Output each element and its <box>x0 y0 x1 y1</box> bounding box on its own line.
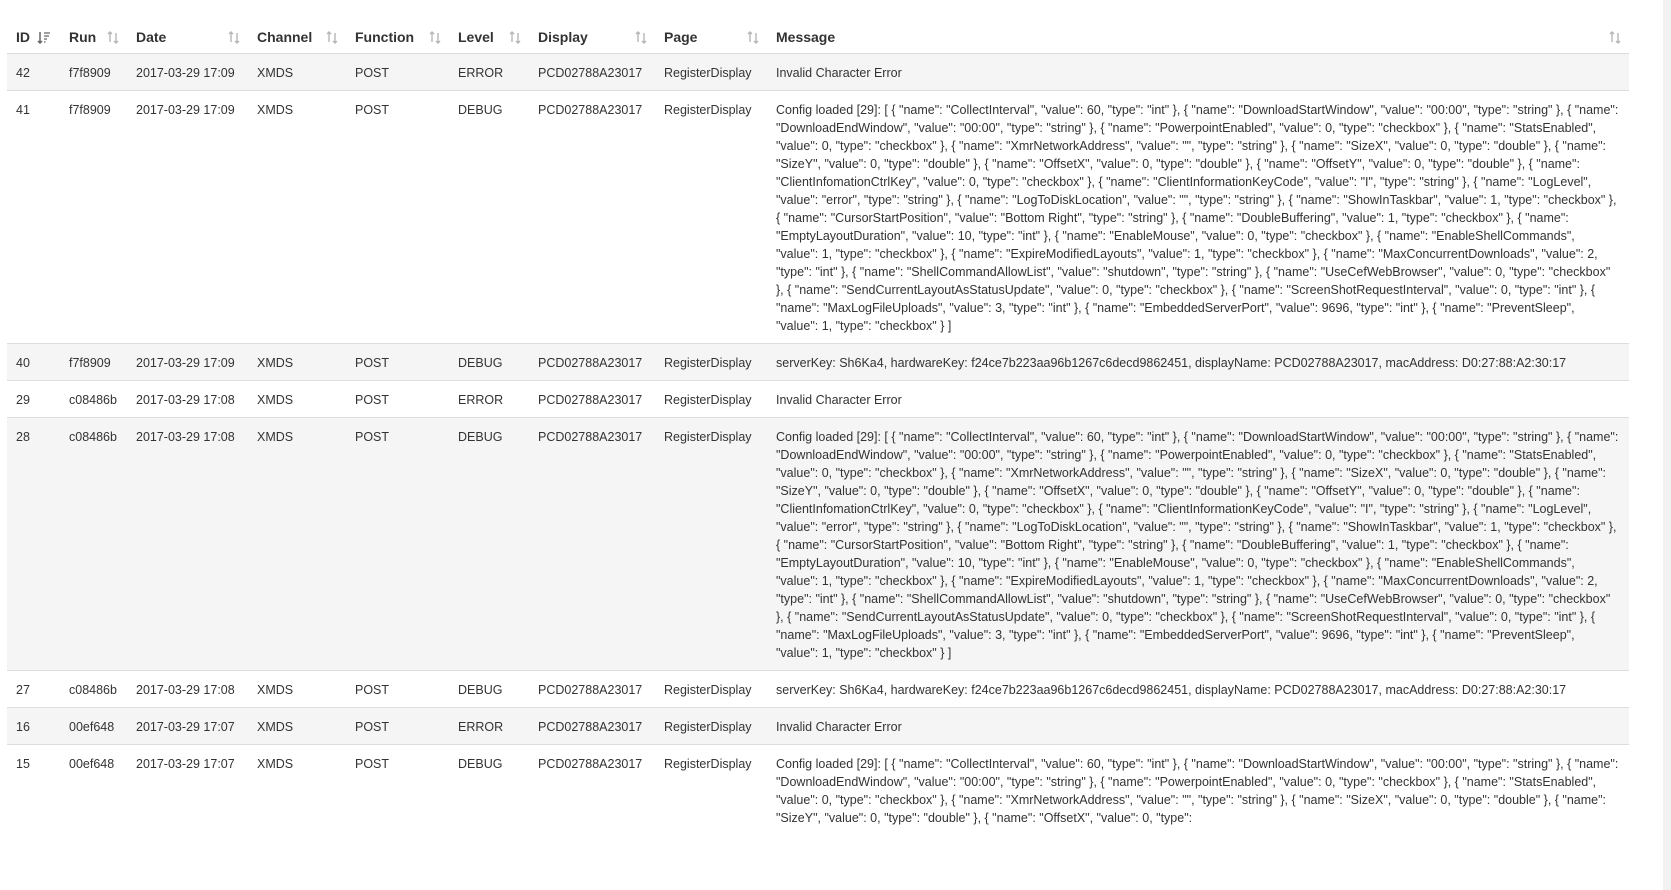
table-row[interactable] <box>7 745 1629 836</box>
column-header-label: Message <box>776 29 836 45</box>
table-row[interactable] <box>7 381 1629 418</box>
cell-run: c08486b <box>60 381 127 418</box>
cell-date: 2017-03-29 17:08 <box>127 418 248 671</box>
cell-page: RegisterDisplay <box>655 381 767 418</box>
cell-function: POST <box>346 708 449 745</box>
cell-level: DEBUG <box>449 671 529 708</box>
cell-page: RegisterDisplay <box>655 671 767 708</box>
table-row[interactable] <box>7 91 1629 344</box>
cell-run: 00ef648 <box>60 708 127 745</box>
cell-date: 2017-03-29 17:09 <box>127 54 248 91</box>
cell-channel: XMDS <box>248 708 346 745</box>
cell-date: 2017-03-29 17:08 <box>127 381 248 418</box>
table-row[interactable] <box>7 344 1629 381</box>
cell-run: f7f8909 <box>60 54 127 91</box>
cell-level: DEBUG <box>449 344 529 381</box>
cell-display: PCD02788A23017 <box>529 745 655 836</box>
column-header-label: Page <box>664 29 698 45</box>
cell-id: 42 <box>7 54 60 91</box>
cell-message: Invalid Character Error <box>767 54 1629 91</box>
cell-run: 00ef648 <box>60 745 127 836</box>
cell-id: 15 <box>7 745 60 836</box>
cell-run: c08486b <box>60 418 127 671</box>
cell-function: POST <box>346 418 449 671</box>
column-header-label: Run <box>69 29 97 45</box>
cell-page: RegisterDisplay <box>655 91 767 344</box>
sort-both-icon[interactable] <box>635 30 649 44</box>
cell-date: 2017-03-29 17:07 <box>127 708 248 745</box>
cell-page: RegisterDisplay <box>655 708 767 745</box>
cell-display: PCD02788A23017 <box>529 708 655 745</box>
cell-id: 41 <box>7 91 60 344</box>
cell-display: PCD02788A23017 <box>529 54 655 91</box>
cell-function: POST <box>346 671 449 708</box>
column-header-level[interactable] <box>449 20 529 54</box>
cell-page: RegisterDisplay <box>655 418 767 671</box>
cell-level: ERROR <box>449 708 529 745</box>
column-header-label: Function <box>355 29 415 45</box>
cell-id: 40 <box>7 344 60 381</box>
column-header-channel[interactable] <box>248 20 346 54</box>
sort-both-icon[interactable] <box>326 30 340 44</box>
cell-run: f7f8909 <box>60 344 127 381</box>
cell-page: RegisterDisplay <box>655 344 767 381</box>
table-row[interactable] <box>7 418 1629 671</box>
log-table <box>7 20 1629 835</box>
column-header-page[interactable] <box>655 20 767 54</box>
sort-both-icon[interactable] <box>747 30 761 44</box>
column-header-display[interactable] <box>529 20 655 54</box>
table-row[interactable] <box>7 708 1629 745</box>
cell-id: 28 <box>7 418 60 671</box>
cell-channel: XMDS <box>248 418 346 671</box>
cell-display: PCD02788A23017 <box>529 671 655 708</box>
column-header-label: Level <box>458 29 494 45</box>
cell-function: POST <box>346 54 449 91</box>
column-header-function[interactable] <box>346 20 449 54</box>
sort-both-icon[interactable] <box>429 30 443 44</box>
cell-date: 2017-03-29 17:08 <box>127 671 248 708</box>
cell-channel: XMDS <box>248 54 346 91</box>
cell-date: 2017-03-29 17:09 <box>127 344 248 381</box>
cell-date: 2017-03-29 17:07 <box>127 745 248 836</box>
cell-level: DEBUG <box>449 418 529 671</box>
cell-channel: XMDS <box>248 91 346 344</box>
cell-channel: XMDS <box>248 671 346 708</box>
cell-channel: XMDS <box>248 344 346 381</box>
column-header-label: Display <box>538 29 588 45</box>
cell-date: 2017-03-29 17:09 <box>127 91 248 344</box>
cell-run: c08486b <box>60 671 127 708</box>
cell-channel: XMDS <box>248 745 346 836</box>
column-header-label: Date <box>136 29 167 45</box>
table-body <box>7 54 1629 836</box>
cell-message: Config loaded [29]: [ { "name": "CollectInterval", "value": 60, "type": "int" }, { "name": "DownloadStartWindow", "value": "00:00", "type": "string" }, { "name": "DownloadEndWindow", "value": "00:00", "type": "string" }, { "name": "PowerpointEnabled", "value": 0, "type": "checkbox" }, { "name": "StatsEnabled", "value": 0, "type": "checkbox" }, { "name": "XmrNetworkAddress", "value": "", "type": "string" }, { "name": "SizeX", "value": 0, "type": "double" }, { "name": "SizeY", "value": 0, "type": "double" }, { "name": "OffsetX", "value": 0, "type": <box>767 745 1629 836</box>
table-header-row <box>7 20 1629 54</box>
cell-level: ERROR <box>449 54 529 91</box>
cell-message: Invalid Character Error <box>767 381 1629 418</box>
column-header-id[interactable] <box>7 20 60 54</box>
log-table-container <box>7 20 1629 835</box>
cell-message: Config loaded [29]: [ { "name": "CollectInterval", "value": 60, "type": "int" }, { "name": "DownloadStartWindow", "value": "00:00", "type": "string" }, { "name": "DownloadEndWindow", "value": "00:00", "type": "string" }, { "name": "PowerpointEnabled", "value": 0, "type": "checkbox" }, { "name": "StatsEnabled", "value": 0, "type": "checkbox" }, { "name": "XmrNetworkAddress", "value": "", "type": "string" }, { "name": "SizeX", "value": 0, "type": "double" }, { "name": "SizeY", "value": 0, "type": "double" }, { "name": "OffsetX", "value": 0, "type": "double" }, { "name": "OffsetY", "value": 0, "type": "double" }, { "name": "ClientInfomationCtrlKey", "value": 0, "type": "checkbox" }, { "name": "ClientInformationKeyCode", "value": "I", "type": "string" }, { "name": "LogLevel", "value": "error", "type": "string" }, { "name": "LogToDiskLocation", "value": "", "type": "string" }, { "name": "ShowInTaskbar", "value": 1, "type": "checkbox" }, { "name": "CursorStartPosition", "value": "Bottom Right", "type": "string" }, { "name": "DoubleBuffering", "value": 1, "type": "checkbox" }, { "name": "EmptyLayoutDuration", "value": 10, "type": "int" }, { "name": "EnableMouse", "value": 0, "type": "checkbox" }, { "name": "EnableShellCommands", "value": 1, "type": "checkbox" }, { "name": "ExpireModifiedLayouts", "value": 1, "type": "checkbox" }, { "name": "MaxConcurrentDownloads", "value": 2, "type": "int" }, { "name": "ShellCommandAllowList", "value": "shutdown", "type": "string" }, { "name": "UseCefWebBrowser", "value": 0, "type": "checkbox" }, { "name": "SendCurrentLayoutAsStatusUpdate", "value": 0, "type": "checkbox" }, { "name": "ScreenShotRequestInterval", "value": 0, "type": "int" }, { "name": "MaxLogFileUploads", "value": 3, "type": "int" }, { "name": "EmbeddedServerPort", "value": 9696, "type": "int" }, { "name": "PreventSleep", "value": 1, "type": "checkbox" } ] <box>767 418 1629 671</box>
column-header-label: Channel <box>257 29 313 45</box>
table-row[interactable] <box>7 671 1629 708</box>
page-scrollbar[interactable] <box>1663 0 1671 890</box>
cell-display: PCD02788A23017 <box>529 381 655 418</box>
cell-function: POST <box>346 91 449 344</box>
column-header-message[interactable] <box>767 20 1629 54</box>
column-header-date[interactable] <box>127 20 248 54</box>
column-header-run[interactable] <box>60 20 127 54</box>
cell-display: PCD02788A23017 <box>529 418 655 671</box>
cell-display: PCD02788A23017 <box>529 91 655 344</box>
sort-descending-icon[interactable] <box>37 30 51 44</box>
cell-page: RegisterDisplay <box>655 54 767 91</box>
cell-channel: XMDS <box>248 381 346 418</box>
cell-run: f7f8909 <box>60 91 127 344</box>
cell-id: 27 <box>7 671 60 708</box>
cell-level: ERROR <box>449 381 529 418</box>
cell-page: RegisterDisplay <box>655 745 767 836</box>
cell-level: DEBUG <box>449 745 529 836</box>
sort-both-icon[interactable] <box>107 30 121 44</box>
column-header-label: ID <box>16 29 30 45</box>
cell-function: POST <box>346 381 449 418</box>
cell-message: serverKey: Sh6Ka4, hardwareKey: f24ce7b223aa96b1267c6decd9862451, displayName: PCD02788A23017, macAddress: D0:27:88:A2:30:17 <box>767 671 1629 708</box>
cell-message: Config loaded [29]: [ { "name": "CollectInterval", "value": 60, "type": "int" }, { "name": "DownloadStartWindow", "value": "00:00", "type": "string" }, { "name": "DownloadEndWindow", "value": "00:00", "type": "string" }, { "name": "PowerpointEnabled", "value": 0, "type": "checkbox" }, { "name": "StatsEnabled", "value": 0, "type": "checkbox" }, { "name": "XmrNetworkAddress", "value": "", "type": "string" }, { "name": "SizeX", "value": 0, "type": "double" }, { "name": "SizeY", "value": 0, "type": "double" }, { "name": "OffsetX", "value": 0, "type": "double" }, { "name": "OffsetY", "value": 0, "type": "double" }, { "name": "ClientInfomationCtrlKey", "value": 0, "type": "checkbox" }, { "name": "ClientInformationKeyCode", "value": "I", "type": "string" }, { "name": "LogLevel", "value": "error", "type": "string" }, { "name": "LogToDiskLocation", "value": "", "type": "string" }, { "name": "ShowInTaskbar", "value": 1, "type": "checkbox" }, { "name": "CursorStartPosition", "value": "Bottom Right", "type": "string" }, { "name": "DoubleBuffering", "value": 1, "type": "checkbox" }, { "name": "EmptyLayoutDuration", "value": 10, "type": "int" }, { "name": "EnableMouse", "value": 0, "type": "checkbox" }, { "name": "EnableShellCommands", "value": 1, "type": "checkbox" }, { "name": "ExpireModifiedLayouts", "value": 1, "type": "checkbox" }, { "name": "MaxConcurrentDownloads", "value": 2, "type": "int" }, { "name": "ShellCommandAllowList", "value": "shutdown", "type": "string" }, { "name": "UseCefWebBrowser", "value": 0, "type": "checkbox" }, { "name": "SendCurrentLayoutAsStatusUpdate", "value": 0, "type": "checkbox" }, { "name": "ScreenShotRequestInterval", "value": 0, "type": "int" }, { "name": "MaxLogFileUploads", "value": 3, "type": "int" }, { "name": "EmbeddedServerPort", "value": 9696, "type": "int" }, { "name": "PreventSleep", "value": 1, "type": "checkbox" } ] <box>767 91 1629 344</box>
sort-both-icon[interactable] <box>228 30 242 44</box>
table-row[interactable] <box>7 54 1629 91</box>
cell-level: DEBUG <box>449 91 529 344</box>
cell-id: 29 <box>7 381 60 418</box>
cell-function: POST <box>346 745 449 836</box>
cell-message: serverKey: Sh6Ka4, hardwareKey: f24ce7b223aa96b1267c6decd9862451, displayName: PCD02788A23017, macAddress: D0:27:88:A2:30:17 <box>767 344 1629 381</box>
cell-display: PCD02788A23017 <box>529 344 655 381</box>
cell-id: 16 <box>7 708 60 745</box>
cell-function: POST <box>346 344 449 381</box>
sort-both-icon[interactable] <box>509 30 523 44</box>
cell-message: Invalid Character Error <box>767 708 1629 745</box>
sort-both-icon[interactable] <box>1609 30 1623 44</box>
